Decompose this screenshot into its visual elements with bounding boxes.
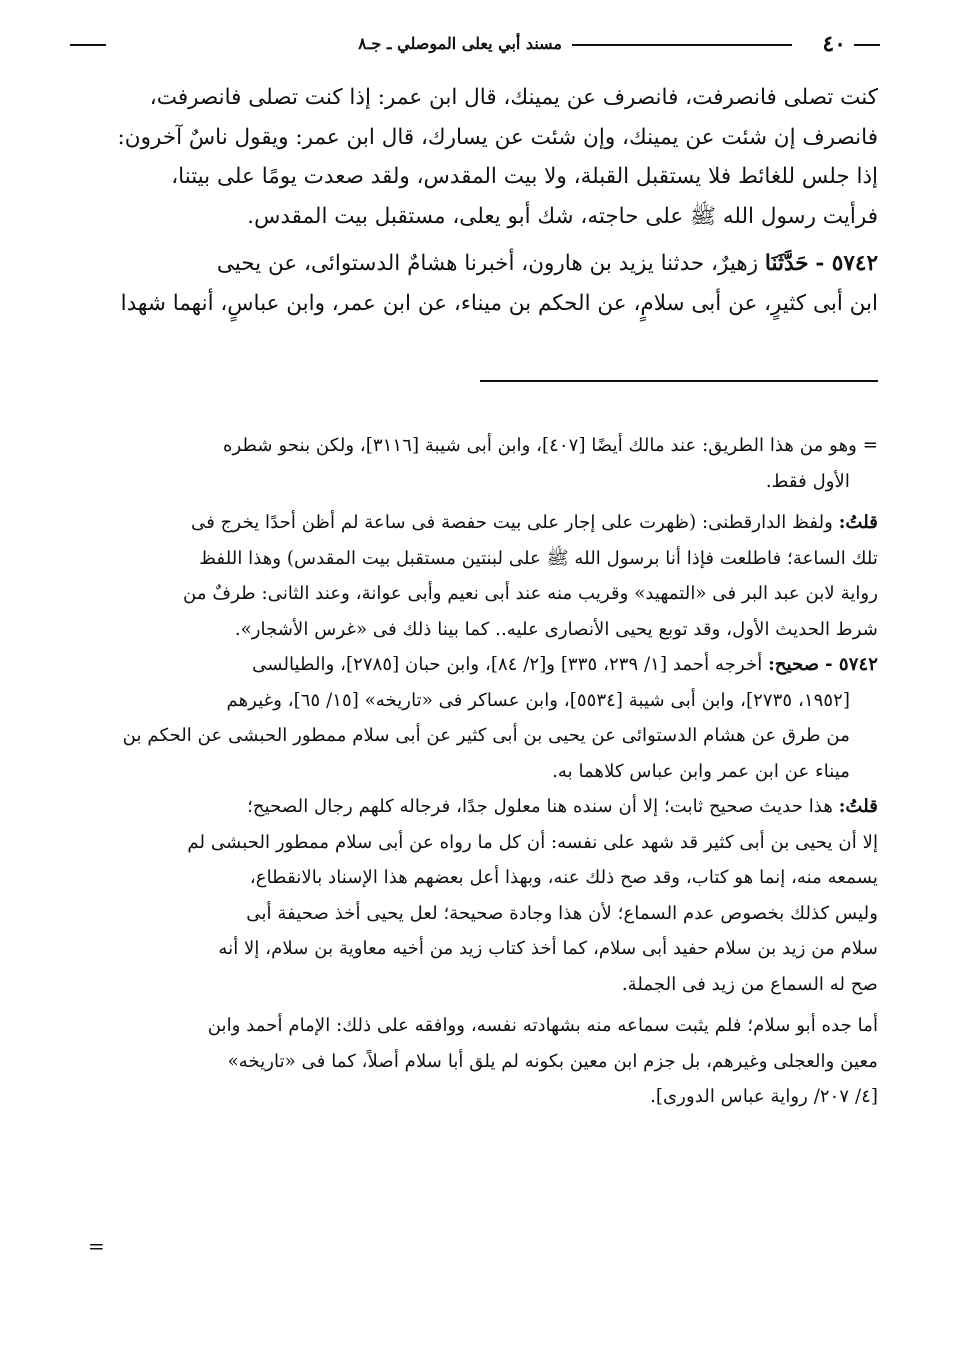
footnote-line: إلا أن يحيى بن أبى كثير قد شهد على نفسه: أن كل ما رواه عن أبى سلام ممطور الحبشى لم: [187, 831, 878, 853]
qultu-label: قلتُ:: [838, 512, 878, 533]
continuation-marker: =: [862, 435, 878, 456]
header-rule-right: [854, 44, 880, 46]
footnote-line: الأول فقط.: [765, 470, 850, 492]
text-line: ابن أبى كثيرٍ، عن أبى سلامٍ، عن الحكم بن ميناء، عن ابن عمر، وابن عباسٍ، أنهما شهدا: [120, 290, 878, 316]
header-rule-middle: [572, 44, 792, 46]
footnote-line: معين والعجلى وغيرهم، بل جزم ابن معين بكونه لم يلق أبا سلام أصلاً، كما فى «تاريخه»: [227, 1050, 878, 1072]
text-line: فرأيت رسول الله ﷺ على حاجته، شك أبو يعلى، مستقبل بيت المقدس.: [247, 203, 878, 229]
footnote-line: وليس كذلك بخصوص عدم السماع؛ لأن هذا وجادة صحيحة؛ لعل يحيى أخذ صحيفة أبى: [246, 902, 878, 924]
footnote-separator: [480, 380, 878, 382]
footnote-line: رواية لابن عبد البر فى «التمهيد» وقريب منه عند أبى نعيم وأبى عوانة، وعند الثانى: طرفٌ من: [183, 583, 878, 604]
footnote-line: من طرق عن هشام الدستوائى عن يحيى بن أبى كثير عن أبى سلام ممطور الحبشى عن الحكم بن: [122, 725, 850, 746]
running-title: مسند أبي يعلى الموصلي ـ جـ٨: [358, 34, 562, 53]
qultu-label: قلتُ:: [838, 796, 878, 817]
footnote-line: سلام من زيد بن سلام حفيد أبى سلام، كما أخذ كتاب زيد من أخيه معاوية بن سلام، إلا أنه: [218, 938, 878, 959]
text-span: ولفظ الدارقطنى: (ظهرت على إجار على بيت حفصة فى ساعة لم أظن أحدًا يخرج فى: [191, 512, 833, 533]
header-rule-left: [70, 44, 106, 46]
text-line: كنت تصلى فانصرفت، فانصرف عن يمينك، قال ابن عمر: إذا كنت تصلى فانصرفت،: [149, 85, 878, 110]
footnote-line: تلك الساعة؛ فاطلعت فإذا أنا برسول الله ﷺ على لبنتين مستقبل بيت المقدس) وهذا اللفظ: [199, 547, 878, 569]
footnote-line: [78, 505, 878, 541]
footnote-line: [78, 428, 878, 464]
text-span: أخرجه أحمد [١/ ٢٣٩، ٣٣٥] و[٢/ ٨٤]، وابن حبان [٢٧٨٥]، والطيالسى: [252, 654, 763, 675]
footnote-line: صح له السماع من زيد فى الجملة.: [621, 973, 878, 995]
footnote-line: شرط الحديث الأول، وقد توبع يحيى الأنصارى عليه.. كما بينا ذلك فى «غرس الأشجار».: [234, 618, 878, 640]
footnote-line: يسمعه منه، إنما هو كتاب، وقد صح ذلك عنه، وبهذا أعل بعضهم هذا الإسناد بالانقطاع،: [249, 867, 878, 888]
footnote-line: [78, 789, 878, 825]
text-span: زهيرٌ، حدثنا يزيد بن هارون، أخبرنا هشامٌ الدستوائى، عن يحيى: [216, 251, 759, 276]
footnotes: [78, 428, 878, 1115]
hadith-opening-line: [78, 244, 878, 284]
text-span: وهو من هذا الطريق: عند مالك أيضًا [٤٠٧]، وابن أبى شيبة [٣١١٦]، ولكن بنحو شطره: [222, 435, 857, 456]
continuation-marker: =: [88, 1234, 105, 1258]
hadith-number: ٥٧٤٢ -: [815, 251, 878, 276]
grading-label: صحيح:: [768, 654, 820, 675]
text-line: فانصرف إن شئت عن يمينك، وإن شئت عن يسارك، قال ابن عمر: ويقول ناسٌ آخرون:: [117, 124, 878, 150]
page-number: ٤٠: [822, 31, 846, 57]
text-line: إذا جلس للغائط فلا يستقبل القبلة، ولا بيت المقدس، ولقد صعدت يومًا على بيتنا،: [171, 164, 878, 189]
main-text: [78, 78, 878, 323]
haddathana-word: حَدَّثَنَا: [764, 251, 809, 276]
footnote-line: [78, 647, 878, 683]
footnote-line: [٤/ ٢٠٧/ رواية عباس الدورى].: [650, 1086, 878, 1107]
footnote-line: [١٩٥٢، ٢٧٣٥]، وابن أبى شيبة [٥٥٣٤]، وابن عساكر فى «تاريخه» [١٥/ ٦٥]، وغيرهم: [226, 689, 850, 711]
footnote-line: أما جده أبو سلام؛ فلم يثبت سماعه منه بشهادته نفسه، ووافقه على ذلك: الإمام أحمد وابن: [207, 1015, 878, 1036]
page-header: [70, 28, 880, 60]
text-span: هذا حديث صحيح ثابت؛ إلا أن سنده هنا معلول جدًا، فرجاله كلهم رجال الصحيح؛: [247, 796, 833, 817]
hadith-number: ٥٧٤٢ -: [825, 654, 878, 675]
footnote-line: ميناء عن ابن عمر وابن عباس كلاهما به.: [552, 760, 850, 782]
